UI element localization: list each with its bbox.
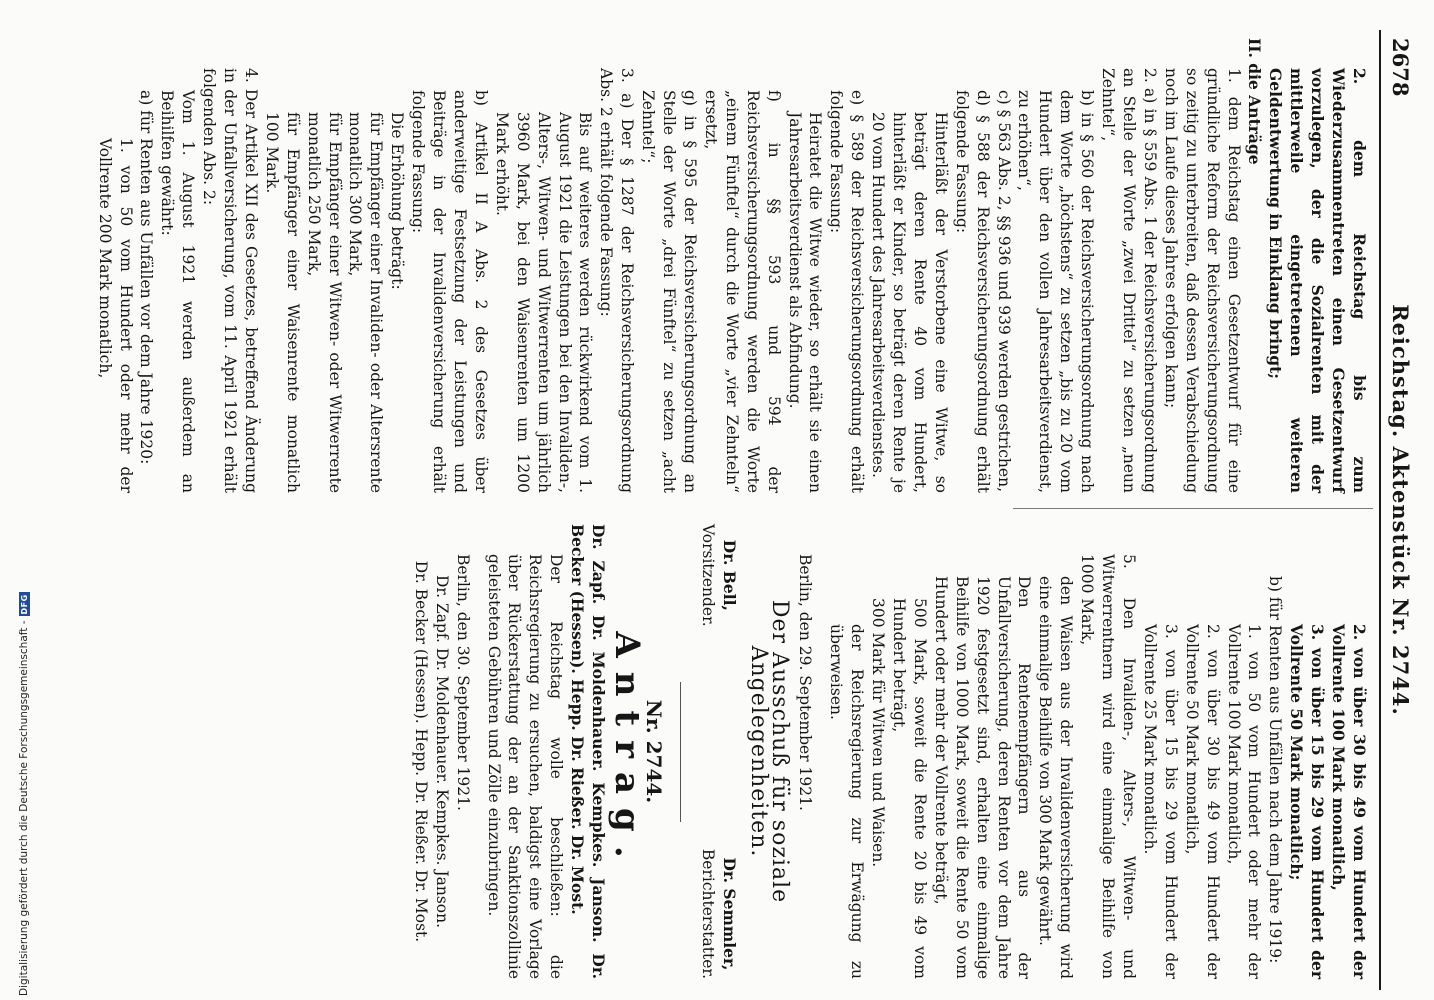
left-column-paragraph: 2. a) in § 559 Abs. 1 der Reichsversicherungsordnung an Stelle der Worte „zwei Drittel“ zu setzen „neun Zehntel“, (1099, 68, 1159, 493)
right-column-paragraph: b) für Renten aus Unfällen nach dem Jahre 1919: (1266, 576, 1285, 964)
left-column-paragraph: c) § 563 Abs. 2, §§ 936 und 939 werden gestrichen, (994, 90, 1013, 492)
funding-note-text: Digitalisierung gefördert durch die Deutsche Forschungsgemeinschaft - (18, 620, 30, 996)
left-column-paragraph: 2. dem Reichstag bis zum Wiederzusammentreten einen Gesetzentwurf vorzulegen, der die Sozialrenten mit der mittlerweile eingetretenen weiteren Geldentwertung in Einklang bringt; (1266, 68, 1369, 493)
funding-note (18, 592, 30, 996)
left-column-paragraph: e) § 589 der Reichsversicherungsordnung erhält folgende Fassung: (827, 90, 867, 493)
signers-line-1: Dr. Zapf. Dr. Moldenhauer. Kempkes. Janson. (432, 574, 451, 929)
left-column-paragraph: für Empfänger einer Waisenrente monatlich 100 Mark. (262, 112, 302, 493)
left-column-paragraph: Hinterläßt der Verstorbene eine Witwe, so beträgt deren Rente 40 vom Hundert, hinterläßt er Kinder, so beträgt deren Rente je 20 vom Hundert des Jahresarbeitsverdienstes. (869, 112, 950, 493)
left-column-paragraph: 1. von 50 vom Hundert oder mehr der Vollrente 200 Mark monatlich, (95, 138, 135, 493)
page-number: 2678 (1388, 38, 1413, 97)
left-column-paragraph: Heiratet die Witwe wieder, so erhält sie einen Jahresarbeitsverdienst als Abfindung. (785, 112, 825, 493)
right-column-paragraph: 1. von 50 vom Hundert oder mehr der Vollrente 100 Mark monatlich, (1224, 624, 1264, 979)
signers-line-2: Dr. Becker (Hessen). Hepp. Dr. Rießer. Dr. Most. (411, 560, 430, 943)
place-date-2: Berlin, den 30. September 1921. (453, 554, 472, 811)
document-page (0, 30, 1417, 990)
left-column-paragraph: 3. a) Der § 1287 der Reichsversicherungsordnung Abs. 2 erhält folgende Fassung: (597, 68, 637, 493)
column-divider (1013, 508, 1373, 509)
antrag-names: Dr. Zapf. Dr. Moldenhauer. Kempkes. Janson. Dr. Becker (Hessen). Hepp. Dr. Rießer. Dr. Most. (568, 524, 609, 979)
header-title: Reichstag. Aktenstück Nr. 2744. (1388, 304, 1413, 716)
left-column-paragraph: für Empfänger einer Invaliden- oder Altersrente monatlich 300 Mark, (346, 112, 386, 493)
left-column-paragraph: b) Artikel II A Abs. 2 des Gesetzes über anderweitige Festsetzung der Leistungen und Beiträge in der Invalidenversicherung erhält folgende Fassung: (409, 90, 490, 493)
left-column-paragraph: g) in § 595 der Reichsversicherungsordnung an Stelle der Worte „drei Fünftel“ zu setzen „acht Zehntel“; (639, 90, 699, 493)
left-column-paragraph: Die Erhöhung beträgt: (388, 112, 407, 290)
right-column-paragraph: 300 Mark für Witwen und Waisen. (869, 598, 888, 868)
committee-title: Der Ausschuß für soziale Angelegenheiten. (745, 599, 792, 904)
left-column-paragraph: d) § 588 der Reichsversicherungsordnung erhält folgende Fassung: (952, 90, 992, 493)
antrag-title: Antrag. (607, 631, 647, 872)
right-column-paragraph: 2. von über 30 bis 49 vom Hundert der Vollrente 100 Mark monatlich, (1329, 624, 1369, 979)
right-column-paragraph: 5. Den Invaliden-, Alters-, Witwen- und Witwerrentnern wird eine einmalige Beihilfe von 1000 Mark, (1078, 554, 1139, 979)
running-header (1379, 30, 1417, 990)
right-column-paragraph: den Waisen aus der Invalidenversicherung wird eine einmalige Beihilfe von 300 Mark gewährt. (1036, 576, 1076, 979)
document-number-title: Nr. 2744. (641, 699, 666, 804)
right-column-paragraph: 3. von über 15 bis 29 vom Hundert der Vollrente 25 Mark monatlich. (1140, 624, 1180, 979)
left-column (94, 38, 1369, 493)
right-column (410, 524, 1369, 979)
left-column-paragraph: a) für Renten aus Unfällen vor dem Jahre 1920: (137, 90, 156, 465)
dfg-logo: DFG (19, 594, 29, 615)
right-column-paragraph: 2. von über 30 bis 49 vom Hundert der Vollrente 50 Mark monatlich, (1182, 624, 1222, 979)
right-column-items (825, 524, 1369, 979)
right-column-paragraph: der Reichsregierung zur Erwägung zu überweisen. (827, 624, 867, 979)
place-date-1: Berlin, den 29. September 1921. (796, 554, 815, 811)
left-column-paragraph: für Empfänger einer Witwen- oder Witwerrente monatlich 250 Mark, (304, 112, 344, 493)
chair-signature (697, 524, 739, 627)
left-column-paragraph: Bis auf weiteres werden rückwirkend vom 1. August 1921 die Leistungen bei den Invaliden-, Alters-, Witwen- und Witwerrenten um jährlich 3960 Mark, bei den Waisenrenten um 1200 Mark erhöht. (492, 112, 595, 493)
left-column-paragraph: II. die Anträge (1245, 38, 1265, 165)
antrag-body: Der Reichstag wolle beschließen: die Reichsregierung zu ersuchen, baldigst eine Vorlage über Rückerstattung der an der Sanktionszollinie geleisteten Gebühren und Zölle einzubringen. (484, 554, 566, 979)
left-column-paragraph: b) in § 560 der Reichsversicherungsordnung nach dem Worte „höchstens“ zu setzen „bis zu 20 vom Hundert über den vollen Jahresarbeitsverdienst, zu erhöhen“, (1015, 90, 1097, 493)
left-column-paragraph: f) in §§ 593 und 594 der Reichsversicherungsordnung werden die Worte „einem Fünftel“ durch die Worte „vier Zehnteln“ ersetzt, (701, 90, 783, 493)
left-column-paragraph: 1. dem Reichstag einen Gesetzentwurf für eine gründliche Reform der Reichsversicherungsordnung so zeitig zu unterbreiten, daß dessen Verabschiedung noch im Laufe dieses Jahres erfolgen kann; (1161, 68, 1243, 493)
chair-name: Dr. Bell, (719, 539, 739, 611)
left-column-paragraph: 4. Der Artikel XII des Gesetzes, betreffend Änderung in der Unfallversicherung, vom 11. April 1921 erhält folgenden Abs. 2: (200, 68, 260, 493)
reporter-name: Dr. Semmler, (719, 857, 739, 971)
right-column-paragraph: 500 Mark, soweit die Rente 20 bis 49 vom Hundert beträgt, (890, 598, 929, 979)
chair-role: Vorsitzender. (698, 524, 717, 627)
right-column-paragraph: Den Rentenempfängern aus der Unfallversicherung, deren Renten vor dem Jahre 1920 festgesetzt sind, erhalten eine einmalige Beihilfe von 1000 Mark, soweit die Rente 50 vom Hundert oder mehr der Vollrente beträgt, (931, 576, 1034, 979)
signature-row (697, 524, 739, 979)
reporter-role: Berichterstatter. (698, 848, 717, 979)
left-column-paragraph: Vom 1. August 1921 werden außerdem an Beihilfen gewährt: (158, 90, 198, 493)
right-column-paragraph: 3. von über 15 bis 29 vom Hundert der Vollrente 50 Mark monatlich; (1287, 624, 1328, 979)
separator-line (680, 682, 681, 822)
reporter-signature (697, 849, 739, 979)
